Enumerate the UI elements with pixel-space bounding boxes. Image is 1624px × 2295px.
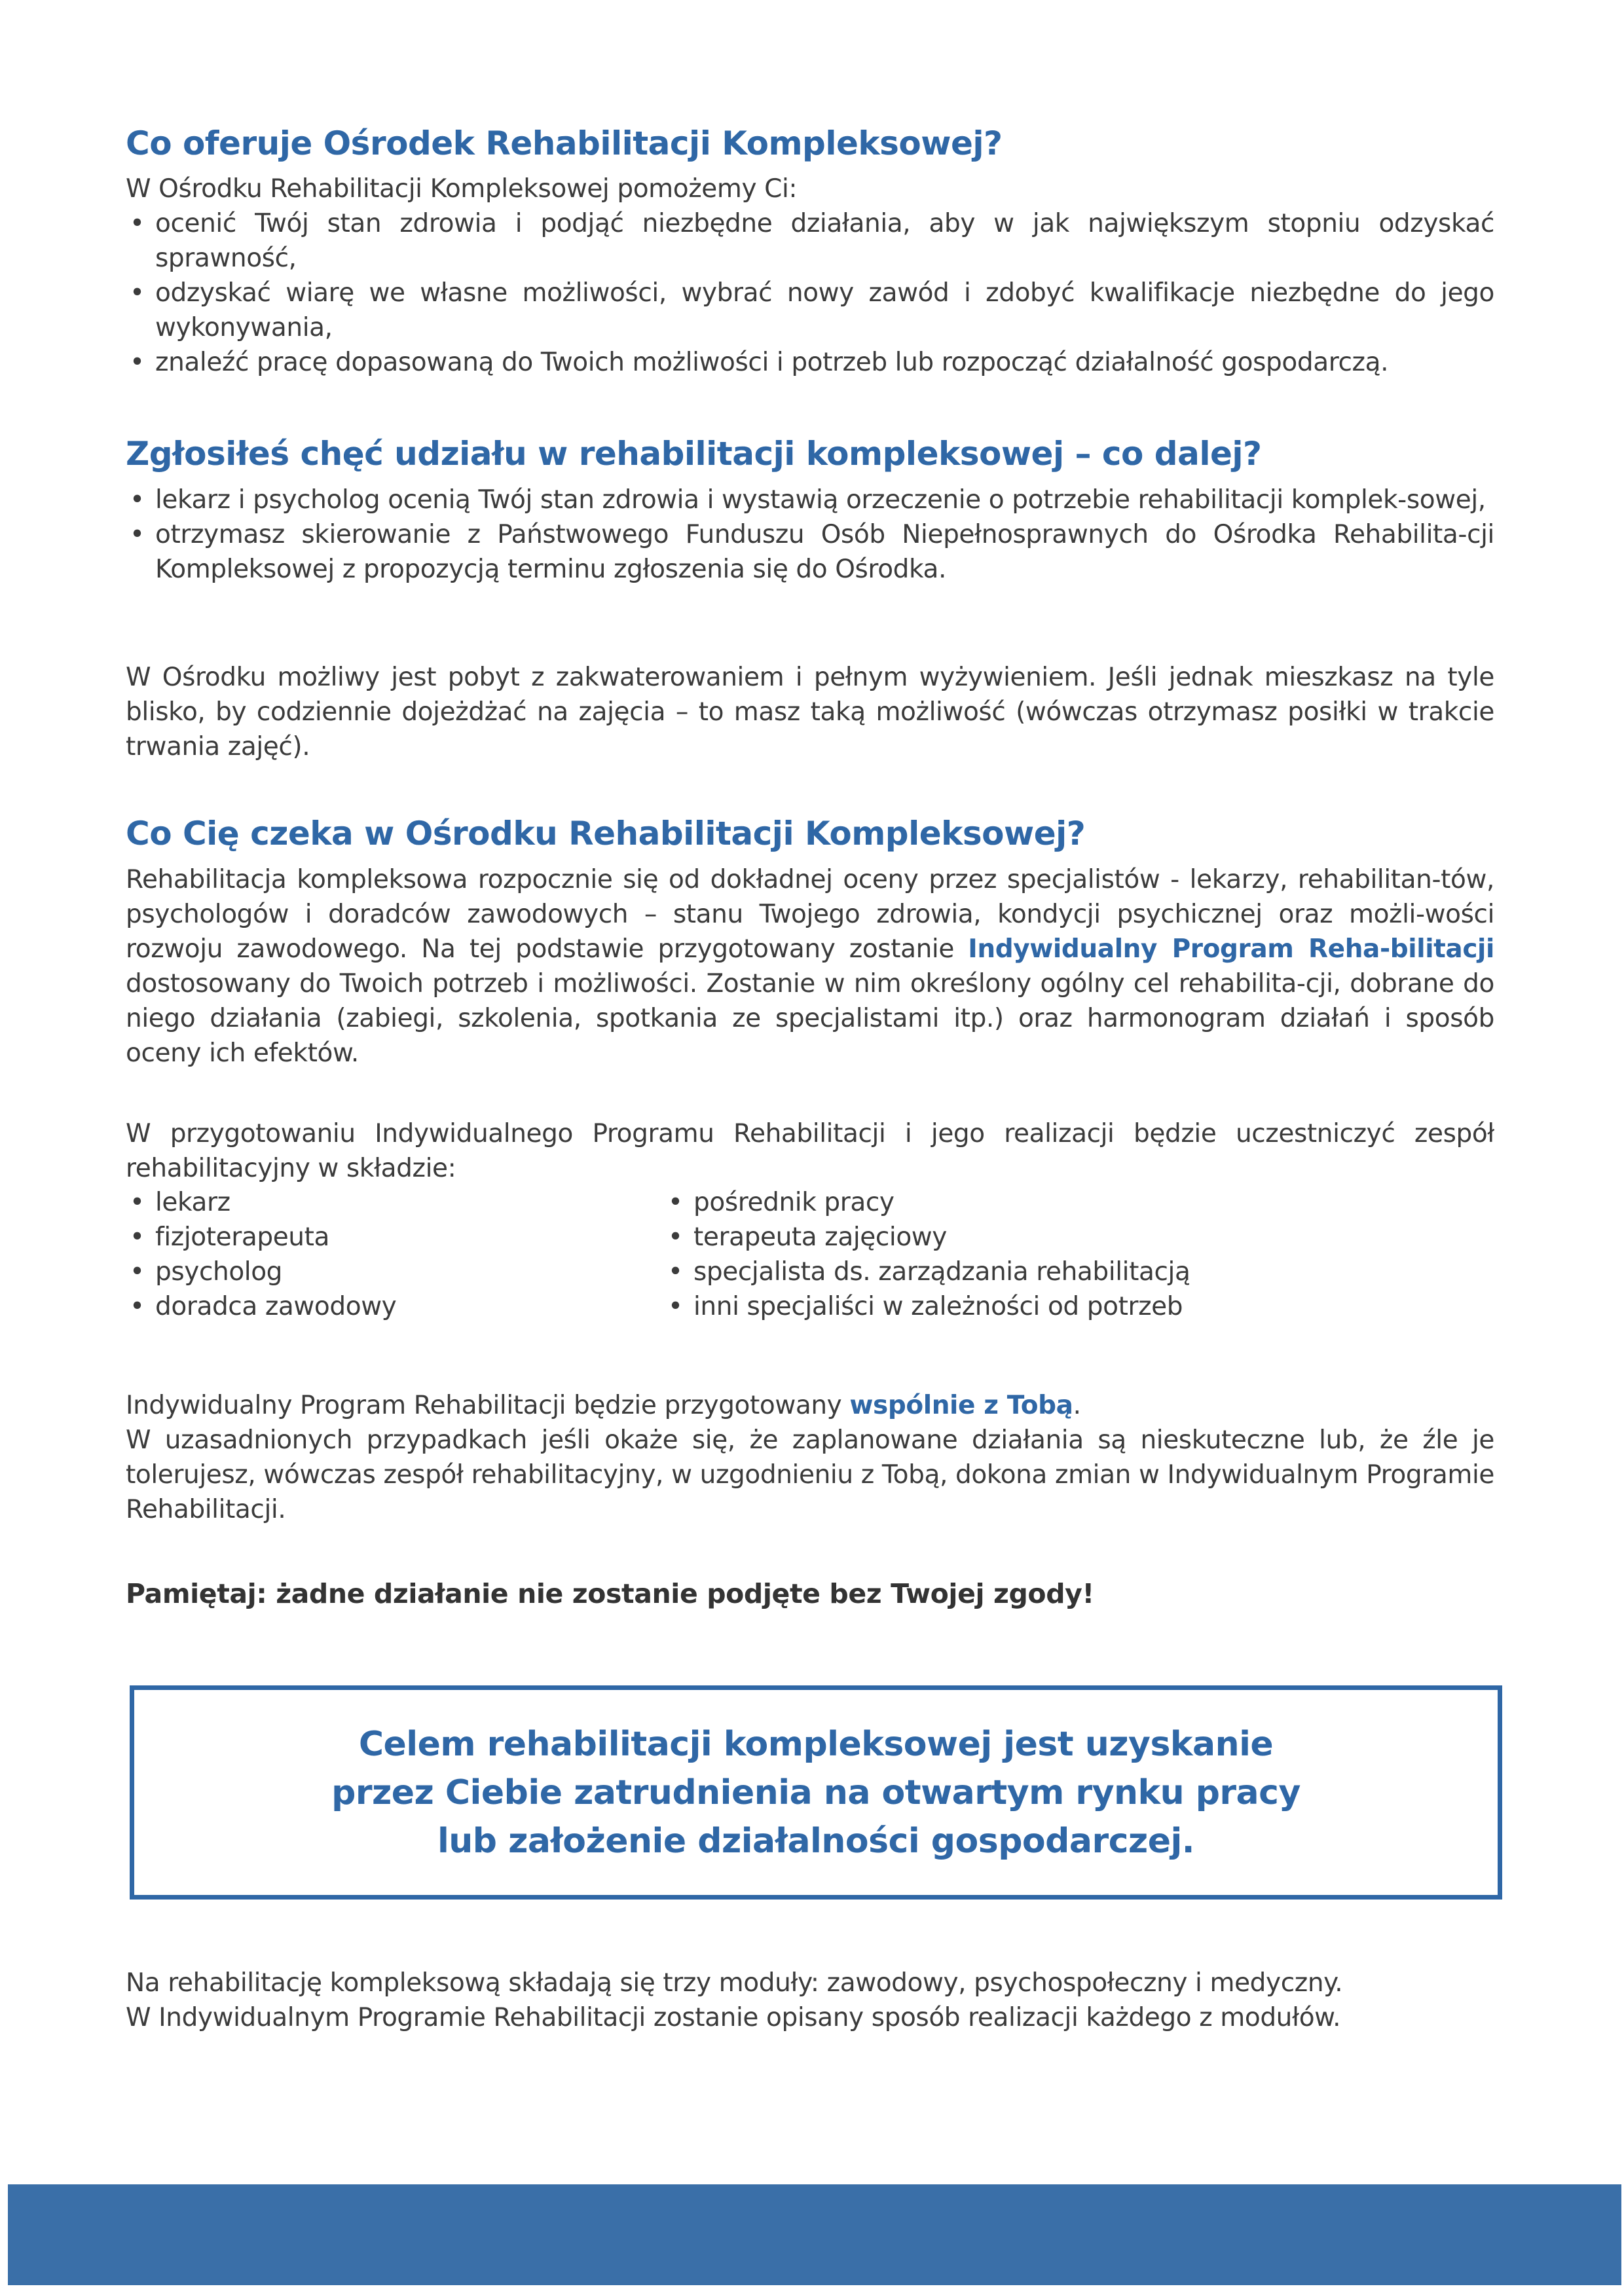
- bullet-icon: •: [130, 1222, 145, 1252]
- bullet-icon: •: [130, 485, 145, 515]
- bullet-icon: •: [668, 1292, 683, 1321]
- list-item: • fizjoterapeuta: [126, 1220, 396, 1255]
- stay-paragraph: W Ośrodku możliwy jest pobyt z zakwaterowaniem i pełnym wyżywieniem. Jeśli jednak mieszkasz na tyle blisko, by codziennie dojeżdżać na zajęcia – to masz taką możliwość (wówczas otrzymasz posiłki w trakcie trwania zajęć).: [126, 663, 1494, 762]
- list-item: • lekarz: [126, 1185, 396, 1220]
- list-item: • otrzymasz skierowanie z Państwowego Funduszu Osób Niepełnosprawnych do Ośrodka Rehabilita-cji Kompleksowej z propozycją terminu zgłoszenia się do Ośrodka.: [126, 517, 1494, 587]
- team-intro: W przygotowaniu Indywidualnego Programu Rehabilitacji i jego realizacji będzie uczestniczyć zespół rehabilitacyjny w składzie:: [126, 1119, 1494, 1183]
- goal-line: lub założenie działalności gospodarczej.: [437, 1821, 1195, 1861]
- section-heading-what-awaits: Co Cię czeka w Ośrodku Rehabilitacji Kompleksowej?: [126, 815, 1086, 853]
- list-item: • doradca zawodowy: [126, 1289, 396, 1324]
- offer-bullet-list: [126, 206, 1494, 380]
- list-item: • psycholog: [126, 1255, 396, 1289]
- bullet-icon: •: [668, 1188, 683, 1217]
- list-item: • inni specjaliści w zależności od potrzeb: [664, 1289, 1190, 1324]
- bullet-icon: •: [130, 348, 145, 377]
- bullet-icon: •: [130, 1292, 145, 1321]
- list-item: • ocenić Twój stan zdrowia i podjąć niezbędne działania, aby w jak największym stopniu odzyskać sprawność,: [126, 206, 1494, 276]
- list-item: • specjalista ds. zarządzania rehabilitacją: [664, 1255, 1190, 1289]
- goal-line: przez Ciebie zatrudnienia na otwartym rynku pracy: [331, 1772, 1301, 1812]
- team-list-left: [126, 1185, 396, 1324]
- bullet-icon: •: [668, 1257, 683, 1287]
- assessment-paragraph: Rehabilitacja kompleksowa rozpocznie się od dokładnej oceny przez specjalistów - lekarzy, rehabilitan-tów, psychologów i doradców zawodowych – stanu Twojego zdrowia, kondycji psychicznej oraz możli-wości rozwoju zawodowego. Na tej podstawie przygotowany zostanie Indywidualny Program Reha-bilitacji dostosowany do Twoich potrzeb i możliwości. Zostanie w nim określony ogólny cel rehabilita-cji, dobrane do niego działania (zabiegi, szkolenia, spotkania ze specjalistami itp.) oraz harmonogram działań i sposób oceny ich efektów.: [126, 865, 1494, 1068]
- bullet-icon: •: [130, 278, 145, 308]
- together-paragraph: Indywidualny Program Rehabilitacji będzie przygotowany wspólnie z Tobą.: [126, 1391, 1081, 1420]
- section-heading-offer: Co oferuje Ośrodek Rehabilitacji Kompleksowej?: [126, 124, 1003, 162]
- bullet-icon: •: [130, 209, 145, 238]
- offer-intro: W Ośrodku Rehabilitacji Kompleksowej pomożemy Ci:: [126, 174, 798, 204]
- team-list-right: [664, 1185, 1190, 1324]
- list-item: • terapeuta zajęciowy: [664, 1220, 1190, 1255]
- program-highlight: Indywidualny Program Reha-bilitacji: [968, 934, 1494, 964]
- footer-color-bar: [8, 2184, 1621, 2285]
- modules-line-1: Na rehabilitację kompleksową składają się trzy moduły: zawodowy, psychospołeczny i medyczny.: [126, 1968, 1343, 1998]
- section-heading-next-steps: Zgłosiłeś chęć udziału w rehabilitacji kompleksowej – co dalej?: [126, 435, 1262, 473]
- bullet-icon: •: [130, 520, 145, 549]
- consent-note: Pamiętaj: żadne działanie nie zostanie podjęte bez Twojej zgody!: [126, 1578, 1094, 1609]
- bullet-icon: •: [668, 1222, 683, 1252]
- bullet-icon: •: [130, 1188, 145, 1217]
- next-steps-bullet-list: [126, 483, 1494, 587]
- changes-paragraph: W uzasadnionych przypadkach jeśli okaże się, że zaplanowane działania są nieskuteczne lub, że źle je tolerujesz, wówczas zespół rehabilitacyjny, w uzgodnieniu z Tobą, dokona zmian w Indywidualnym Programie Rehabilitacji.: [126, 1425, 1494, 1524]
- list-item: • znaleźć pracę dopasowaną do Twoich możliwości i potrzeb lub rozpocząć działalność gospodarczą.: [126, 345, 1494, 380]
- team-members: [126, 1185, 1494, 1329]
- list-item: • lekarz i psycholog ocenią Twój stan zdrowia i wystawią orzeczenie o potrzebie rehabilitacji komplek-sowej,: [126, 483, 1494, 517]
- list-item: • odzyskać wiarę we własne możliwości, wybrać nowy zawód i zdobyć kwalifikacje niezbędne do jego wykonywania,: [126, 276, 1494, 345]
- goal-callout-box: [130, 1685, 1502, 1900]
- together-highlight: wspólnie z Tobą: [849, 1391, 1073, 1420]
- list-item: • pośrednik pracy: [664, 1185, 1190, 1220]
- modules-line-2: W Indywidualnym Programie Rehabilitacji zostanie opisany sposób realizacji każdego z modułów.: [126, 2003, 1341, 2032]
- goal-line: Celem rehabilitacji kompleksowej jest uzyskanie: [358, 1724, 1274, 1764]
- bullet-icon: •: [130, 1257, 145, 1287]
